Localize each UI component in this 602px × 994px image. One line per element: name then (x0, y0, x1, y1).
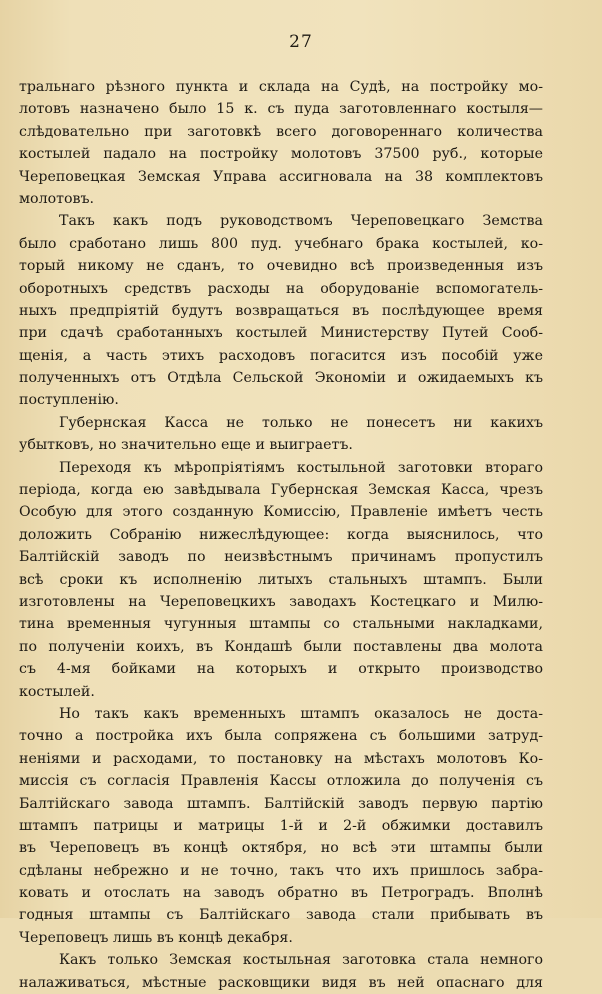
text-line: доложить Собранію нижеслѣдующее: когда выяснилось, что (19, 526, 543, 543)
text-line: неніями и расходами, то постановку на мѣстахъ молотовъ Ко- (19, 750, 543, 767)
paragraph (19, 210, 543, 412)
text-line: изготовлены на Череповецкихъ заводахъ Костецкаго и Милю- (19, 593, 543, 610)
text-line: съ 4-мя бойками на которыхъ и открыто производство (19, 661, 543, 678)
text-line: всѣ сроки къ исполненію литыхъ стальныхъ штампъ. Были (19, 571, 543, 588)
text-line: годныя штампы съ Балтійскаго завода стали прибывать въ (19, 907, 543, 924)
text-line: Какъ только Земская костыльная заготовка стала немного (59, 952, 543, 969)
text-line: Особую для этого созданную Комиссію, Правленіе имѣетъ честь (19, 504, 543, 521)
text-line: точно а постройка ихъ была сопряжена съ большими затруд- (19, 728, 543, 745)
text-line: торый никому не сданъ, то очевидно всѣ произведенныя изъ (19, 258, 543, 275)
text-line: было сработано лишь 800 пуд. учебнаго брака костылей, ко- (19, 235, 543, 252)
text-line: Балтійскаго завода штампъ. Балтійскій заводъ первую партію (19, 795, 543, 812)
text-line: костылей падало на постройку молотовъ 37500 руб., которые (19, 146, 543, 163)
text-line: періода, когда ею завѣдывала Губернская Земская Касса, чрезъ (19, 482, 543, 499)
text-line: Такъ какъ подъ руководствомъ Череповецкаго Земства (59, 213, 543, 230)
text-line: оборотныхъ средствъ расходы на оборудованіе вспомогатель- (19, 280, 543, 297)
text-line: костылей. (19, 683, 95, 700)
text-line: слѣдовательно при заготовкѣ всего договореннаго количества (19, 123, 543, 140)
text-line: при сдачѣ сработанныхъ костылей Министерству Путей Сооб- (19, 325, 543, 342)
text-line: молотовъ. (19, 190, 95, 207)
text-line: штампъ патрицы и матрицы 1-й и 2-й обжимки доставилъ (19, 817, 543, 834)
text-line: Губернская Касса не только не понесетъ ни какихъ (59, 414, 543, 431)
text-line: ныхъ предпріятій будутъ возвращаться въ послѣдующее время (19, 302, 543, 319)
text-line: ковать и отослать на заводъ обратно въ Петроградъ. Вполнѣ (19, 885, 543, 902)
text-line: тина временныя чугунныя штампы со стальными накладками, (19, 616, 543, 633)
text-line: въ Череповецъ въ концѣ октября, но всѣ эти штампы были (19, 840, 543, 857)
text-line: Череповецъ лишь въ концѣ декабря. (19, 929, 293, 946)
paragraph (19, 949, 543, 994)
paragraph (19, 412, 543, 457)
paragraph (19, 76, 543, 210)
text-line: убытковъ, но значительно еще и выиграетъ. (19, 437, 353, 454)
paragraph (19, 703, 543, 949)
text-line: налаживаться, мѣстные расковщики видя въ ней опаснаго для (19, 974, 543, 991)
text-line: сдѣланы небрежно и не точно, такъ что ихъ пришлось забра- (19, 862, 543, 879)
text-line: Череповецкая Земская Управа ассигновала на 38 комплектовъ (19, 168, 543, 185)
body-text (19, 76, 543, 994)
page-number: 27 (289, 32, 313, 52)
text-line: Переходя къ мѣропріятіямъ костыльной заготовки втораго (59, 459, 543, 476)
text-line: щенія, а часть этихъ расходовъ погасится изъ пособій уже (19, 347, 543, 364)
text-line: по полученіи коихъ, въ Кондашѣ были поставлены два молота (19, 638, 543, 655)
text-line: лотовъ назначено было 15 к. съ пуда заготовленнаго костыля— (19, 101, 543, 118)
text-line: поступленію. (19, 392, 119, 409)
text-line: Балтійскій заводъ по неизвѣстнымъ причинамъ пропустилъ (19, 549, 543, 566)
text-line: тральнаго рѣзного пункта и склада на Судѣ, на постройку мо- (19, 79, 543, 95)
paragraph (19, 457, 543, 703)
text-line: миссія съ согласія Правленія Кассы отложила до полученія съ (19, 773, 543, 790)
text-line: полученныхъ отъ Отдѣла Сельской Экономіи и ожидаемыхъ къ (19, 370, 543, 387)
text-line: Но такъ какъ временныхъ штампъ оказалось не доста- (59, 705, 543, 722)
